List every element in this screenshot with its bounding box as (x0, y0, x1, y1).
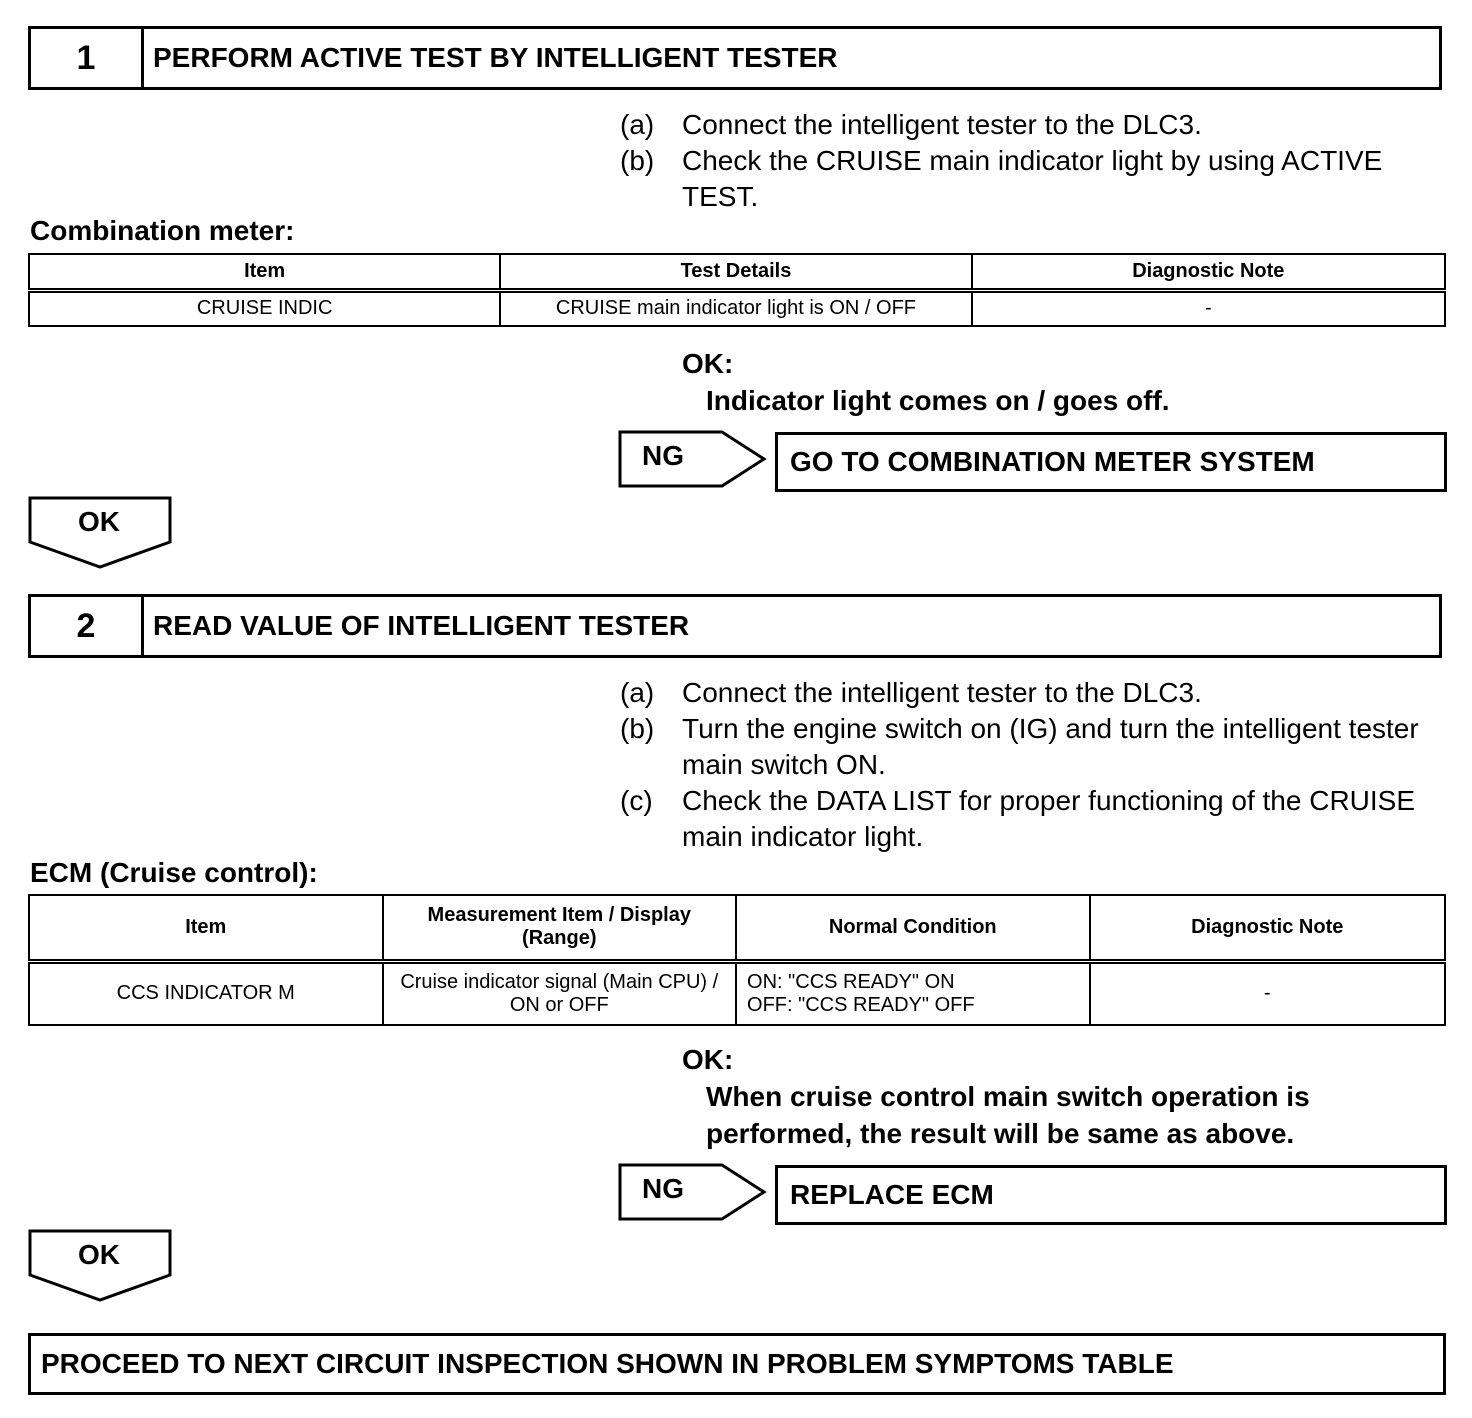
combination-meter-table (28, 253, 1446, 327)
ng-arrow-icon (618, 1163, 768, 1221)
ng-label: NG (642, 1173, 684, 1204)
table-caption: ECM (Cruise control): (30, 857, 318, 888)
table-cell: CCS INDICATOR M (29, 961, 383, 1025)
ok-condition: Indicator light comes on / goes off. (706, 385, 1170, 416)
table-cell: CRUISE INDIC (29, 290, 500, 326)
step-number: 1 (31, 29, 144, 87)
step-number: 2 (31, 597, 144, 655)
table-header-cell: Diagnostic Note (972, 254, 1445, 290)
table-cell: CRUISE main indicator light is ON / OFF (500, 290, 971, 326)
ng-arrow-icon (618, 430, 768, 488)
table-row (29, 961, 1445, 1025)
step-2-instructions (620, 675, 1450, 855)
instruction-label: (b) (620, 145, 655, 176)
ok-criteria (682, 345, 1170, 419)
ng-arrow (618, 430, 768, 488)
table-cell: Cruise indicator signal (Main CPU) / ON or OFF (383, 961, 737, 1025)
ng-label: NG (642, 440, 684, 471)
instruction-item (620, 783, 1450, 855)
table-row (29, 290, 1445, 326)
table-header-cell: Item (29, 254, 500, 290)
normal-condition-line: ON: "CCS READY" ON (747, 970, 955, 993)
instruction-label: (c) (620, 785, 653, 816)
table-header-row (29, 895, 1445, 961)
instruction-text: Turn the engine switch on (IG) and turn the intelligent tester main switch ON. (682, 713, 1419, 780)
ng-result-box: GO TO COMBINATION METER SYSTEM (775, 432, 1447, 492)
table-cell-normal-condition (736, 961, 1089, 1025)
ok-arrow (28, 1229, 174, 1303)
table-cell: - (1090, 961, 1446, 1025)
table-caption: Combination meter: (30, 215, 295, 246)
instruction-text: Check the DATA LIST for proper functioning of the CRUISE main indicator light. (682, 785, 1416, 852)
instruction-label: (a) (620, 677, 655, 708)
instruction-label: (a) (620, 109, 655, 140)
ok-condition: When cruise control main switch operation is performed, the result will be same as above. (706, 1081, 1310, 1149)
instruction-text: Check the CRUISE main indicator light by using ACTIVE TEST. (682, 145, 1383, 212)
table-cell: - (972, 290, 1445, 326)
instruction-text: Connect the intelligent tester to the DLC3. (682, 677, 1202, 708)
ok-criteria (682, 1041, 1406, 1152)
table-header-cell: Measurement Item / Display (Range) (383, 895, 737, 961)
final-instruction-box: PROCEED TO NEXT CIRCUIT INSPECTION SHOWN IN PROBLEM SYMPTOMS TABLE (28, 1333, 1446, 1395)
step-1-header (28, 26, 1442, 90)
table-header-cell: Item (29, 895, 383, 961)
instruction-item (620, 143, 1450, 215)
ng-result-box: REPLACE ECM (775, 1165, 1447, 1225)
instruction-item (620, 107, 1450, 143)
step-title: PERFORM ACTIVE TEST BY INTELLIGENT TESTER (153, 42, 838, 73)
instruction-text: Connect the intelligent tester to the DLC3. (682, 109, 1202, 140)
ok-label: OK: (682, 348, 734, 379)
instruction-item (620, 675, 1450, 711)
instruction-item (620, 711, 1450, 783)
ok-arrow-label: OK (78, 1239, 120, 1270)
table-header-cell: Diagnostic Note (1090, 895, 1446, 961)
step-2-header (28, 594, 1442, 658)
table-header-row (29, 254, 1445, 290)
step-title: READ VALUE OF INTELLIGENT TESTER (153, 610, 690, 641)
ok-label: OK: (682, 1044, 734, 1075)
ecm-data-list-table (28, 894, 1446, 1026)
table-header-cell: Normal Condition (736, 895, 1089, 961)
step-1-instructions (620, 107, 1450, 215)
instruction-label: (b) (620, 713, 655, 744)
ok-arrow (28, 496, 174, 570)
table-header-cell: Test Details (500, 254, 971, 290)
normal-condition-line: OFF: "CCS READY" OFF (747, 993, 975, 1016)
ng-arrow (618, 1163, 768, 1221)
ok-arrow-label: OK (78, 506, 120, 537)
